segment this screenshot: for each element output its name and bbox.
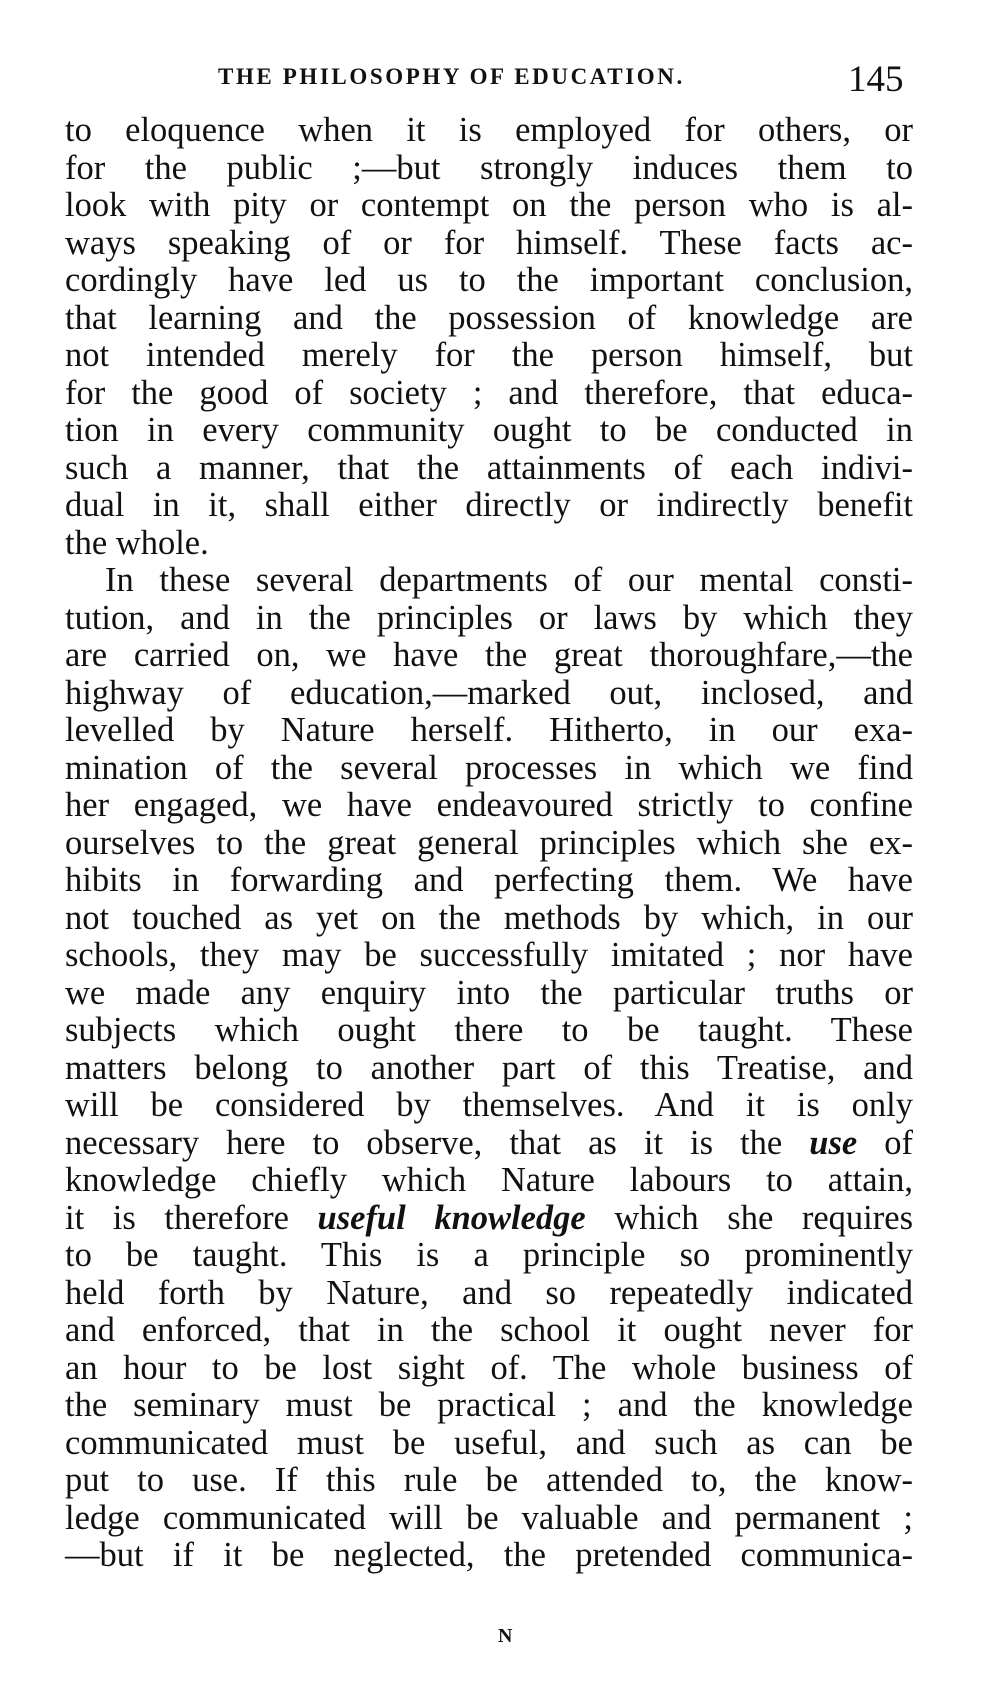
text-line: not intended merely for the person himself, but xyxy=(65,336,913,374)
signature-mark: N xyxy=(498,1625,514,1647)
text-line: tution, and in the principles or laws by which they xyxy=(65,598,913,637)
text-line: cordingly have led us to the important conclusion, xyxy=(65,261,913,299)
text-line: her engaged, we have endeavoured strictly to confine xyxy=(65,786,913,824)
text-line: knowledge chiefly which Nature labours to attain, xyxy=(65,1161,913,1199)
text-line: communicated must be useful, and such as can be xyxy=(65,1423,913,1462)
text-line: ways speaking of or for himself. These facts ac- xyxy=(65,223,913,262)
text-line: ledge communicated will be valuable and permanent ; xyxy=(65,1498,913,1537)
text-line: —but if it be neglected, the pretended communica- xyxy=(65,1536,913,1574)
text-line-with-emphasis xyxy=(65,1125,913,1163)
text-line: such a manner, that the attainments of each indivi- xyxy=(65,448,913,487)
text-line: put to use. If this rule be attended to, the know- xyxy=(65,1461,913,1499)
text-line: levelled by Nature herself. Hitherto, in our exa- xyxy=(65,711,913,749)
text-line: look with pity or contempt on the person who is al- xyxy=(65,186,913,224)
text-line: will be considered by themselves. And it is only xyxy=(65,1086,913,1124)
text-line: matters belong to another part of this Treatise, and xyxy=(65,1048,913,1087)
text-line: that learning and the possession of knowledge are xyxy=(65,298,913,337)
text-line: the whole. xyxy=(65,523,209,562)
running-title: THE PHILOSOPHY OF EDUCATION. xyxy=(218,64,685,89)
text-line: the seminary must be practical ; and the knowledge xyxy=(65,1386,913,1424)
text-line: schools, they may be successfully imitated ; nor have xyxy=(65,936,913,974)
text-line: mination of the several processes in which we find xyxy=(65,748,913,787)
text-segment: necessary here to observe, that as it is the xyxy=(65,1123,810,1162)
text-segment: of xyxy=(857,1123,913,1162)
text-line: and enforced, that in the school it ought never for xyxy=(65,1311,913,1349)
italic-emphasis: use xyxy=(809,1123,858,1162)
text-line: subjects which ought there to be taught. These xyxy=(65,1011,913,1049)
text-line: for the good of society ; and therefore, that educa- xyxy=(65,373,913,412)
text-line: not touched as yet on the methods by which, in our xyxy=(65,898,913,937)
text-line: are carried on, we have the great thoroughfare,—the xyxy=(65,636,913,674)
page-number: 145 xyxy=(848,59,904,100)
italic-emphasis: useful knowledge xyxy=(317,1198,586,1237)
text-line: held forth by Nature, and so repeatedly indicated xyxy=(65,1273,913,1312)
text-line: highway of education,—marked out, inclosed, and xyxy=(65,673,913,712)
text-line: to be taught. This is a principle so prominently xyxy=(65,1236,913,1274)
text-line: for the public ;—but strongly induces them to xyxy=(65,148,913,187)
text-segment: which she requires xyxy=(585,1198,913,1237)
body-text xyxy=(65,112,913,1575)
text-segment: it is therefore xyxy=(65,1198,318,1237)
text-line: an hour to be lost sight of. The whole business of xyxy=(65,1348,913,1387)
text-line: hibits in forwarding and perfecting them. We have xyxy=(65,861,913,899)
text-line: to eloquence when it is employed for others, or xyxy=(65,111,913,149)
text-line: tion in every community ought to be conducted in xyxy=(65,411,913,449)
text-line: dual in it, shall either directly or indirectly benefit xyxy=(65,486,913,524)
text-line-with-emphasis xyxy=(65,1200,913,1238)
text-line: ourselves to the great general principles which she ex- xyxy=(65,823,913,862)
text-line: we made any enquiry into the particular truths or xyxy=(65,973,913,1012)
paragraph-start-line: In these several departments of our mental consti- xyxy=(105,561,913,599)
